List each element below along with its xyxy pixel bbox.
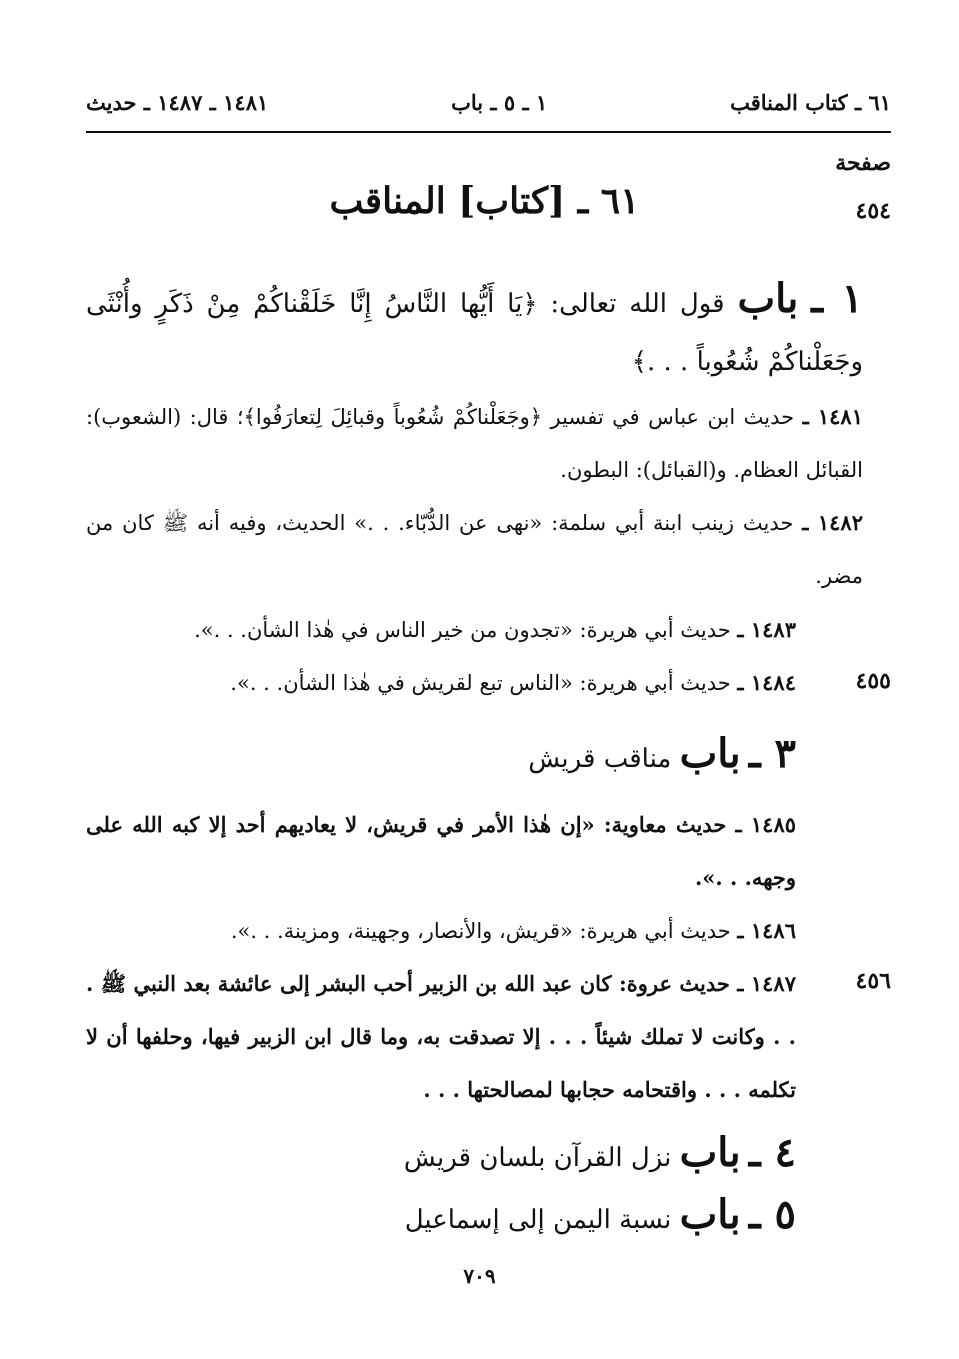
chapter-number: ٤ ـ	[748, 1129, 796, 1176]
hadith-number: ١٤٨١ ـ	[802, 404, 863, 429]
margin-page-456: ٤٥٦	[855, 968, 891, 994]
hadith-text: حديث أبي هريرة: «تجدون من خير الناس في هٰذا الشأن. . .».	[194, 618, 731, 642]
hadith-number: ١٤٨٤ ـ	[737, 670, 796, 695]
header-chapters: ١ ـ ٥ ـ باب	[451, 89, 548, 115]
hadith-number: ١٤٨٦ ـ	[737, 918, 796, 943]
chapter-number: ١ ـ	[811, 275, 864, 322]
chapter-heading	[86, 1124, 796, 1187]
chapter-word: باب	[679, 1129, 741, 1176]
chapter-heading	[86, 1186, 796, 1249]
chapter-text: نزل القرآن بلسان قريش	[403, 1143, 672, 1173]
hadith-entry	[86, 390, 863, 497]
hadith-entry	[86, 496, 863, 603]
hadith-number: ١٤٨٥ ـ	[735, 812, 797, 837]
hadith-entry	[86, 957, 796, 1116]
chapter-word: باب	[737, 275, 799, 322]
chapter-text: نسبة اليمن إلى إسماعيل	[404, 1205, 672, 1235]
hadith-entry	[120, 904, 796, 958]
hadith-entry	[120, 656, 796, 710]
chapter-number: ٥ ـ	[748, 1191, 796, 1238]
hadith-entry	[120, 603, 796, 657]
chapter-text: قول الله تعالى: ﴿يَا أَيُّها النَّاسُ إِنَّا خَلَقْناكُمْ مِنْ ذَكَرٍ وأُنْثَى وجَعَلْناكُمْ شُعُوباً . . .﴾	[86, 289, 863, 377]
chapter-heading	[86, 270, 863, 391]
hadith-text: حديث ابن عباس في تفسير ﴿وجَعَلْناكُمْ شُعُوباً وقبائِلَ لِتعارَفُوا﴾؛ قال: (الشعوب): القبائل العظام. و(القبائل): البطون.	[86, 405, 863, 482]
chapter-heading	[86, 725, 796, 788]
margin-page-454: ٤٥٤	[855, 198, 891, 224]
header-divider	[86, 131, 891, 133]
margin-page-455: ٤٥٥	[855, 668, 891, 694]
hadith-number: ١٤٨٢ ـ	[802, 510, 863, 535]
chapter-word: باب	[679, 730, 741, 777]
hadith-number: ١٤٨٣ ـ	[737, 617, 796, 642]
header-hadith-range: ١٤٨١ ـ ١٤٨٧ ـ حديث	[86, 89, 269, 115]
hadith-entry	[86, 798, 796, 904]
chapter-text: مناقب قريش	[528, 744, 672, 774]
book-title: ٦١ ـ [كتاب] المناقب	[329, 180, 640, 222]
hadith-text: حديث معاوية: «إن هٰذا الأمر في قريش، لا يعاديهم أحد إلا كبه الله على وجهه. . .».	[86, 812, 796, 890]
hadith-text: حديث زينب ابنة أبي سلمة: «نهى عن الدُّبّاء. . .» الحديث، وفيه أنه ﷺ كان من مضر.	[86, 511, 863, 588]
hadith-text: حديث أبي هريرة: «الناس تبع لقريش في هٰذا الشأن. . .».	[230, 671, 731, 695]
running-header	[86, 82, 891, 122]
hadith-number: ١٤٨٧ ـ	[737, 971, 796, 996]
page-number: ٧٠٩	[463, 1264, 496, 1288]
header-book: ٦١ ـ كتاب المناقب	[730, 89, 891, 115]
chapter-word: باب	[679, 1191, 741, 1238]
hadith-text: حديث أبي هريرة: «قريش، والأنصار، وجهينة، ومزينة. . .».	[230, 919, 731, 943]
hadith-text: حديث عروة: كان عبد الله بن الزبير أحب البشر إلى عائشة بعد النبي ﷺ . . . وكانت لا تملك شيئاً . . . إلا تصدقت به، وما قال ابن الزبير فيها، وحلفها أن لا تكلمه . . . واقتحامه حجابها لمصالحتها . . .	[86, 971, 796, 1102]
chapter-number: ٣ ـ	[748, 730, 796, 777]
margin-page-label: صفحة	[835, 150, 891, 176]
